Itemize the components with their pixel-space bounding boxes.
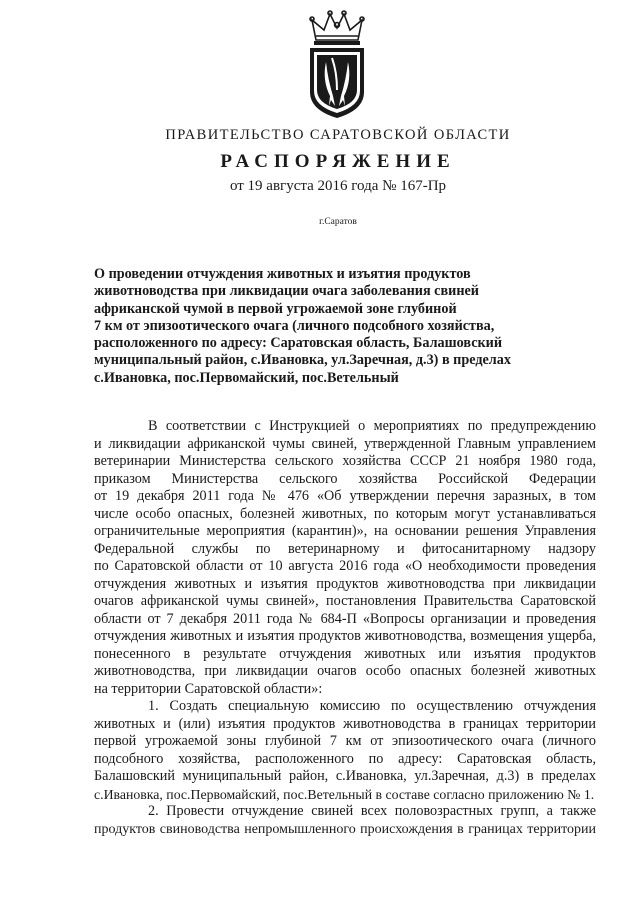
body-line: В соответствии с Инструкцией о мероприятиях по предупреждению <box>148 418 596 434</box>
body-line: приказом Министерства сельского хозяйства Российской Федерации <box>94 470 596 487</box>
body-line: понесенного в результате отчуждения животных или изъятия продуктов <box>94 645 596 662</box>
saratov-coat-of-arms-icon <box>302 10 372 122</box>
body-line: области от 7 декабря 2011 года № 684-П «Вопросы организации и проведения <box>94 610 596 627</box>
body-line: первой угрожаемой зоны глубиной 7 км от эпизоотического очага (личного <box>94 733 596 749</box>
body-line: Балашовский муниципальный район, с.Ивановка, ул.Заречная, д.3) в пределах <box>94 768 596 784</box>
subject-line: муниципальный район, с.Ивановка, ул.Заречная, д.3) в пределах <box>94 352 511 369</box>
subject-line: африканской чумой в первой угрожаемой зоне глубиной <box>94 300 457 317</box>
body-line: продуктов свиноводства непромышленного происхождения в границах территории <box>94 821 596 837</box>
document-subject <box>94 266 514 387</box>
subject-line: с.Ивановка, пос.Первомайский, пос.Ветельный <box>94 369 399 386</box>
body-line: на территории Саратовской области»: <box>94 680 323 697</box>
document-body <box>94 418 596 838</box>
body-line: ветеринарии Министерства сельского хозяйства СССР 21 ноября 1980 года, <box>94 453 596 469</box>
body-line: подсобного хозяйства, расположенного по адресу: Саратовская область, <box>94 750 596 767</box>
body-line: Федеральной службы по ветеринарному и фитосанитарному надзору <box>94 540 596 557</box>
subject-line: 7 км от эпизоотического очага (личного подсобного хозяйства, <box>94 317 495 334</box>
subject-line: животноводства при ликвидации очага заболевания свиней <box>94 283 479 300</box>
body-line: животноводства, при ликвидации очагов особо опасных болезней животных <box>94 663 596 679</box>
body-line: ограничительные мероприятия (карантин)», на основании решения Управления <box>94 523 596 539</box>
body-line: числе особо опасных, болезней животных, по которым могут устанавливаться <box>94 505 596 522</box>
body-line: отчуждения животных и изъятия продуктов животноводства, возмещения ущерба, <box>94 628 596 644</box>
document-type-title: РАСПОРЯЖЕНИЕ <box>220 151 456 172</box>
body-line: от 19 декабря 2011 года № 476 «Об утверждении перечня заразных, в том <box>94 488 596 504</box>
subject-line: О проведении отчуждения животных и изъятия продуктов <box>94 266 471 282</box>
subject-line: расположенного по адресу: Саратовская область, Балашовский <box>94 335 503 352</box>
body-line: 1. Создать специальную комиссию по осуществлению отчуждения <box>148 698 596 714</box>
date-and-number: от 19 августа 2016 года № 167-Пр <box>229 178 447 194</box>
body-line: животных и (или) изъятия продуктов животноводства в границах территории <box>94 715 596 732</box>
body-line: с.Ивановка, пос.Первомайский, пос.Ветельный в составе согласно приложению № 1. <box>94 786 595 802</box>
body-line: 2. Провести отчуждение свиней всех половозрастных групп, а также <box>148 803 596 819</box>
body-line: и ликвидации африканской чумы свиней, утвержденной Главным управлением <box>94 435 596 452</box>
body-line: по Саратовской области от 10 августа 2016 года «О необходимости проведения <box>94 558 596 574</box>
city-name: г.Саратов <box>319 217 357 227</box>
government-name: ПРАВИТЕЛЬСТВО САРАТОВСКОЙ ОБЛАСТИ <box>165 127 511 143</box>
body-line: очагов африканской чумы свиней», постановления Правительства Саратовской <box>94 593 596 609</box>
body-line: отчуждения животных и изъятия продуктов животноводства при ликвидации <box>94 575 596 592</box>
